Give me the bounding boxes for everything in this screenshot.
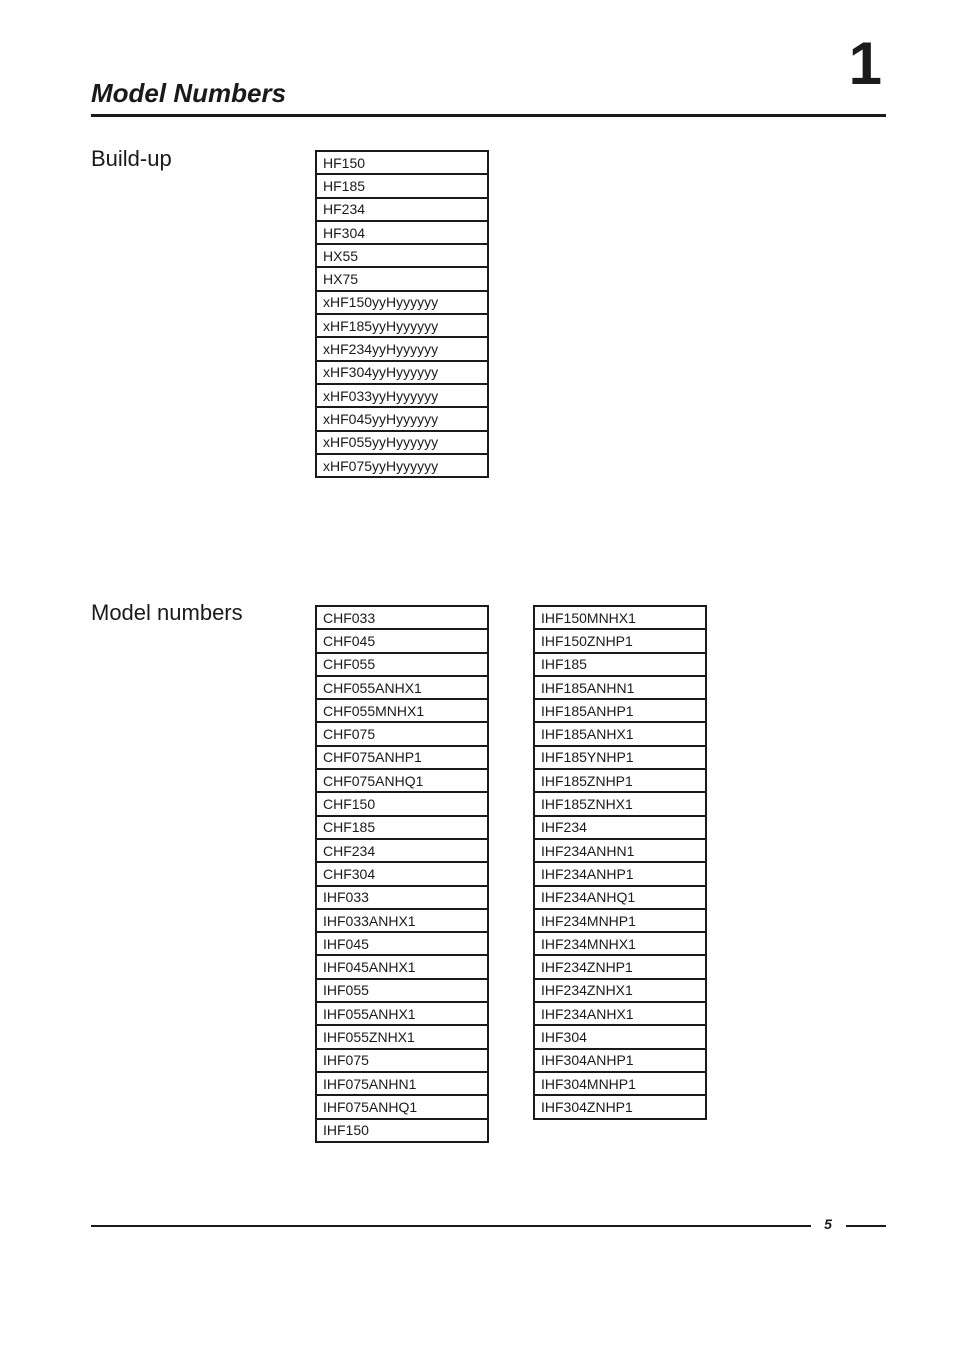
header-rule (91, 114, 886, 117)
table-row (534, 676, 706, 699)
model-number-cell: CHF304 (316, 862, 488, 885)
buildup-table (315, 150, 489, 478)
table-row (316, 314, 488, 337)
table-row (316, 653, 488, 676)
table-row (316, 629, 488, 652)
model-number-cell: IHF045 (316, 932, 488, 955)
model-number-cell: IHF304ANHP1 (534, 1049, 706, 1072)
table-row (316, 955, 488, 978)
table-row (534, 979, 706, 1002)
table-row (534, 816, 706, 839)
model-number-cell: CHF234 (316, 839, 488, 862)
table-row (316, 454, 488, 477)
model-number-cell: CHF075ANHQ1 (316, 769, 488, 792)
model-number-cell: IHF185ANHX1 (534, 722, 706, 745)
model-number-cell: CHF055 (316, 653, 488, 676)
table-row (316, 746, 488, 769)
model-number-cell: xHF150yyHyyyyyy (316, 291, 488, 314)
table-row (316, 886, 488, 909)
model-number-cell: HF304 (316, 221, 488, 244)
model-number-cell: IHF185YNHP1 (534, 746, 706, 769)
table-row (534, 606, 706, 629)
model-number-cell: IHF075ANHN1 (316, 1072, 488, 1095)
table-row (316, 361, 488, 384)
model-number-cell: xHF234yyHyyyyyy (316, 337, 488, 360)
table-row (316, 676, 488, 699)
table-row (316, 722, 488, 745)
table-row (534, 769, 706, 792)
table-row (316, 1025, 488, 1048)
table-row (534, 653, 706, 676)
model-number-cell: IHF150 (316, 1119, 488, 1142)
model-number-cell: xHF055yyHyyyyyy (316, 431, 488, 454)
table-row (316, 769, 488, 792)
table-row (316, 1119, 488, 1142)
model-number-cell: CHF150 (316, 792, 488, 815)
model-number-cell: HF234 (316, 198, 488, 221)
table-row (534, 932, 706, 955)
model-number-cell: IHF234MNHP1 (534, 909, 706, 932)
table-row (316, 979, 488, 1002)
table-row (316, 1002, 488, 1025)
model-number-cell: IHF234ANHP1 (534, 862, 706, 885)
model-number-cell: IHF055 (316, 979, 488, 1002)
table-row (534, 1049, 706, 1072)
model-number-cell: IHF234MNHX1 (534, 932, 706, 955)
model-number-cell: xHF075yyHyyyyyy (316, 454, 488, 477)
model-numbers-table-left (315, 605, 489, 1143)
model-number-cell: CHF185 (316, 816, 488, 839)
table-row (316, 932, 488, 955)
model-number-cell: IHF185ANHP1 (534, 699, 706, 722)
model-number-cell: IHF055ANHX1 (316, 1002, 488, 1025)
model-number-cell: CHF045 (316, 629, 488, 652)
model-number-cell: IHF185ANHN1 (534, 676, 706, 699)
table-row (534, 1002, 706, 1025)
model-number-cell: IHF075ANHQ1 (316, 1095, 488, 1118)
table-row (316, 606, 488, 629)
model-number-cell: IHF234ANHQ1 (534, 886, 706, 909)
page-title: Model Numbers (91, 78, 287, 108)
table-row (534, 862, 706, 885)
table-row (316, 244, 488, 267)
model-number-cell: IHF150MNHX1 (534, 606, 706, 629)
table-row (316, 221, 488, 244)
footer-rule-right (846, 1225, 886, 1227)
table-row (316, 431, 488, 454)
table-row (316, 1095, 488, 1118)
table-row (534, 792, 706, 815)
model-number-cell: xHF185yyHyyyyyy (316, 314, 488, 337)
table-row (534, 1025, 706, 1048)
table-row (534, 886, 706, 909)
model-number-cell: IHF234ZNHP1 (534, 955, 706, 978)
model-numbers-table-right (533, 605, 707, 1120)
model-number-cell: HX55 (316, 244, 488, 267)
table-row (316, 407, 488, 430)
section-label-buildup: Build-up (91, 146, 172, 171)
table-row (534, 839, 706, 862)
model-number-cell: IHF150ZNHP1 (534, 629, 706, 652)
table-row (316, 267, 488, 290)
table-row (316, 1049, 488, 1072)
table-row (316, 291, 488, 314)
model-number-cell: IHF234ANHX1 (534, 1002, 706, 1025)
model-number-cell: CHF075 (316, 722, 488, 745)
model-number-cell: IHF185 (534, 653, 706, 676)
table-row (316, 839, 488, 862)
model-number-cell: HF150 (316, 151, 488, 174)
model-number-cell: IHF185ZNHP1 (534, 769, 706, 792)
model-number-cell: IHF234ZNHX1 (534, 979, 706, 1002)
model-number-cell: xHF304yyHyyyyyy (316, 361, 488, 384)
table-row (534, 909, 706, 932)
table-row (534, 1072, 706, 1095)
model-number-cell: IHF185ZNHX1 (534, 792, 706, 815)
model-number-cell: IHF075 (316, 1049, 488, 1072)
model-number-cell: CHF075ANHP1 (316, 746, 488, 769)
table-row (316, 862, 488, 885)
table-row (534, 722, 706, 745)
model-number-cell: IHF033ANHX1 (316, 909, 488, 932)
model-number-cell: CHF055MNHX1 (316, 699, 488, 722)
model-number-cell: xHF045yyHyyyyyy (316, 407, 488, 430)
table-row (534, 629, 706, 652)
model-number-cell: HX75 (316, 267, 488, 290)
model-number-cell: IHF033 (316, 886, 488, 909)
model-number-cell: IHF304 (534, 1025, 706, 1048)
model-number-cell: HF185 (316, 174, 488, 197)
model-number-cell: IHF304ZNHP1 (534, 1095, 706, 1118)
table-row (316, 174, 488, 197)
table-row (316, 699, 488, 722)
model-number-cell: IHF055ZNHX1 (316, 1025, 488, 1048)
table-row (534, 955, 706, 978)
section-label-model-numbers: Model numbers (91, 600, 243, 625)
model-number-cell: xHF033yyHyyyyyy (316, 384, 488, 407)
table-row (316, 198, 488, 221)
table-row (316, 909, 488, 932)
model-number-cell: IHF045ANHX1 (316, 955, 488, 978)
model-number-cell: IHF304MNHP1 (534, 1072, 706, 1095)
model-number-cell: IHF234 (534, 816, 706, 839)
table-row (316, 337, 488, 360)
chapter-number: 1 (848, 30, 882, 97)
table-row (316, 151, 488, 174)
model-number-cell: IHF234ANHN1 (534, 839, 706, 862)
page-number: 5 (824, 1216, 832, 1232)
table-row (316, 816, 488, 839)
table-row (534, 699, 706, 722)
footer-rule-left (91, 1225, 811, 1227)
model-number-cell: CHF033 (316, 606, 488, 629)
model-number-cell: CHF055ANHX1 (316, 676, 488, 699)
table-row (316, 384, 488, 407)
table-row (534, 746, 706, 769)
table-row (534, 1095, 706, 1118)
table-row (316, 792, 488, 815)
table-row (316, 1072, 488, 1095)
